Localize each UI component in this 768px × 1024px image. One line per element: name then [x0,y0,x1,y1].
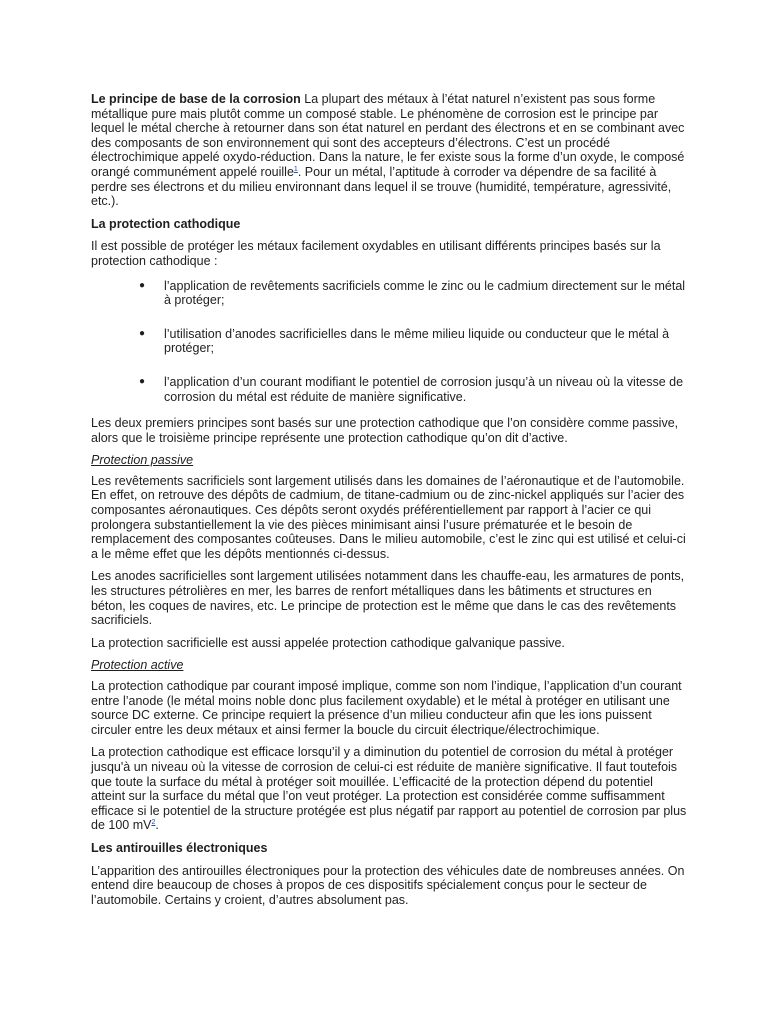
passive-paragraph-2: Les anodes sacrificielles sont largement utilisées notamment dans les chauffe-eau, les armatures de ponts, les structures pétrolières en mer, les barres de renfort métalliques dans les bâtiments et structures en béton, les coques de navires, etc. Le principe de protection est le même que dans le cas des revêtements sacrificiels. [91,569,685,628]
list-item [139,278,688,308]
bullet-icon: ● [139,279,146,291]
passive-paragraph-1: Les revêtements sacrificiels sont largement utilisés dans les domaines de l’aéronautique et de l’automobile. En effet, on retrouve des dépôts de cadmium, de titane-cadmium ou de zinc-nickel appliqués sur l’acier des composantes aéronautiques. Ces dépôts seront oxydés préférentiellement par rapport à l’acier ce qui prolongera substantiellement la vie des pièces minimisant ainsi l’usure prématurée et le besoin de remplacement des composantes coûteuses. Dans le milieu automobile, c’est le zinc qui est utilisé et celui-ci a le même effet que les dépôts mentionnés ci-dessus. [91,473,686,561]
active-paragraph-2-text: La protection cathodique est efficace lorsqu’il y a diminution du potentiel de corrosion du métal à protéger jusqu'à un niveau où la vitesse de corrosion de celui-ci est réduite de manière significative. Il faut toutefois que toute la surface du métal à protéger soit mouillée. L’efficacité de la protection dépend du potentiel atteint sur la surface du métal que l’on veut protéger. La protection est considérée comme suffisamment efficace si le potentiel de la structure protégée est plus négatif par rapport au potentiel de corrosion par plus de 100 mV [91,745,687,833]
antirust-heading: Les antirouilles électroniques [91,840,268,855]
intro-lead: Le principe de base de la corrosion [91,92,301,106]
active-paragraph-2-end: . [155,818,159,833]
cathodic-heading: La protection cathodique [91,216,241,231]
active-paragraph-1: La protection cathodique par courant imposé implique, comme son nom l’indique, l’application d’un courant entre l’anode (le métal moins noble donc plus facilement oxydable) et le métal à protéger en utilisant une source DC externe. Ce principe requiert la présence d’un milieu conducteur afin que les ions puissent circuler entre les deux métaux et ainsi fermer la boucle du circuit électrique/électrochimique. [91,679,682,737]
list-item-text: l’application de revêtements sacrificiels comme le zinc ou le cadmium directement sur le métal à protéger; [164,278,686,308]
active-heading: Protection active [91,658,184,673]
footnote-ref-2[interactable]: 2 [151,819,156,827]
list-item [139,374,688,404]
intro-text-end: . Pour un métal, l’aptitude à corroder va dépendre de sa facilité à perdre ses électrons et du milieu environnant dans lequel il se trouve (humidité, température, agressivité, etc.). [91,164,672,209]
intro-text: La plupart des métaux à l’état naturel n’existent pas sous forme métallique pure mais plutôt comme un composé stable. Le phénomène de corrosion est le principe par lequel le métal cherche à retourner dans son état naturel en perdant des électrons et en se combinant avec des composants de son environnement qui sont des accepteurs d’électrons. C’est un procédé électrochimique appelé oxydo-réduction. Dans la nature, le fer existe sous la forme d’un oxyde, le composé orangé communément appelé rouille [91,92,685,179]
bullet-icon: ● [139,375,146,387]
antirust-paragraph-1: L’apparition des antirouilles électroniques pour la protection des véhicules date de nombreuses années. On entend dire beaucoup de choses à propos de ces dispositifs spécialement conçus pour le secteur de l’automobile. Certains y croient, d’autres absolument pas. [91,863,685,907]
cathodic-bullet-list [91,279,688,405]
passive-heading: Protection passive [91,453,194,468]
cathodic-intro: Il est possible de protéger les métaux facilement oxydables en utilisant différents principes basés sur la protection cathodique : [91,239,661,268]
list-item [139,326,688,356]
active-paragraph-2 [91,745,688,833]
intro-paragraph [91,92,688,209]
list-item-text: l’application d’un courant modifiant le potentiel de corrosion jusqu’à un niveau où la vitesse de corrosion du métal est réduite de manière significative. [164,374,684,404]
cathodic-summary: Les deux premiers principes sont basés sur une protection cathodique que l’on considère comme passive, alors que le troisième principe représente une protection cathodique qu’on dit d’active. [91,416,679,445]
list-item-text: l’utilisation d’anodes sacrificielles dans le même milieu liquide ou conducteur que le métal à protéger; [164,326,670,356]
passive-paragraph-3: La protection sacrificielle est aussi appelée protection cathodique galvanique passive. [91,635,565,650]
footnote-ref-1[interactable]: 1 [293,165,298,173]
bullet-icon: ● [139,327,146,339]
